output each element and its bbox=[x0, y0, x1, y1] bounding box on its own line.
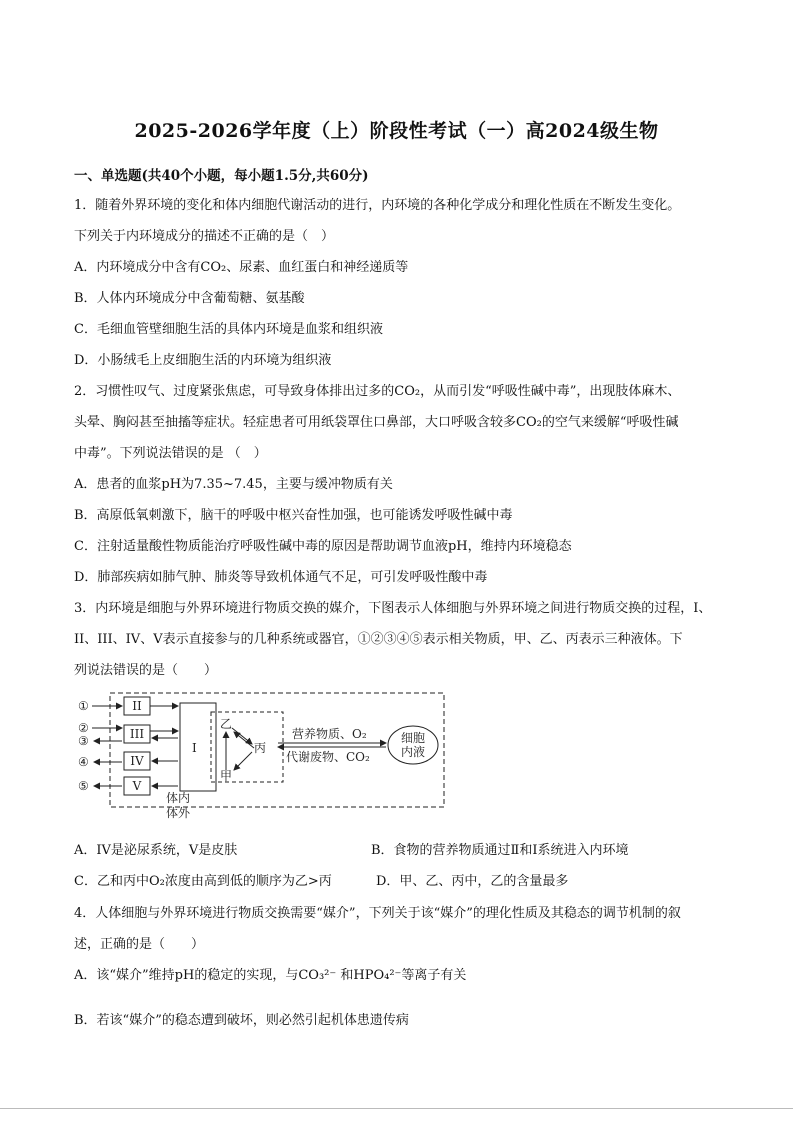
q1-option-b: B．人体内环境成分中含葡萄糖、氨基酸 bbox=[74, 291, 305, 306]
q2-stem-line-2: 头晕、胸闷甚至抽搐等症状。轻症患者可用纸袋罩住口鼻部，大口呼吸含较多CO₂的空气来缓解“呼吸性碱 bbox=[74, 415, 679, 430]
q2-stem-line-1: 2．习惯性叹气、过度紧张焦虑，可导致身体排出过多的CO₂，从而引发“呼吸性碱中毒”，出现肢体麻木、 bbox=[74, 384, 681, 399]
q4-stem-line-2: 述，正确的是（ ） bbox=[74, 937, 205, 952]
fluid-bing: 丙 bbox=[254, 741, 267, 755]
box-v: V bbox=[132, 779, 142, 793]
q1-option-a: A．内环境成分中含有CO₂、尿素、血红蛋白和神经递质等 bbox=[74, 260, 409, 275]
q4-option-a bbox=[74, 964, 466, 983]
label-1: ① bbox=[78, 699, 89, 713]
q3-option-c: C．乙和丙中O₂浓度由高到低的顺序为乙>丙 bbox=[74, 874, 332, 889]
q1-option-c: C．毛细血管壁细胞生活的具体内环境是血浆和组织液 bbox=[74, 322, 383, 337]
cell-label-2: 内液 bbox=[400, 745, 426, 759]
box-iii: III bbox=[129, 727, 145, 741]
q2-option-c: C．注射适量酸性物质能治疗呼吸性碱中毒的原因是帮助调节血液pH，维持内环境稳态 bbox=[74, 539, 572, 554]
label-3: ③ bbox=[78, 734, 89, 748]
q2-option-a: A．患者的血浆pH为7.35~7.45，主要与缓冲物质有关 bbox=[74, 477, 393, 492]
q3-option-b: B．食物的营养物质通过Ⅱ和Ⅰ系统进入内环境 bbox=[371, 843, 629, 858]
q3-stem-line-1: 3．内环境是细胞与外界环境进行物质交换的媒介，下图表示人体细胞与外界环境之间进行物质交换的过程，I、 bbox=[74, 601, 712, 616]
q2-option-b: B．高原低氧刺激下，脑干的呼吸中枢兴奋性加强，也可能诱发呼吸性碱中毒 bbox=[74, 508, 513, 523]
q4a-suffix: 等离子有关 bbox=[401, 968, 467, 983]
label-4: ④ bbox=[78, 755, 89, 769]
q4-option-b: B．若该“媒介”的稳态遭到破坏，则必然引起机体患遗传病 bbox=[74, 1013, 409, 1028]
q3-stem-line-2: II、III、IV、V表示直接参与的几种系统或器官，①②③④⑤表示相关物质，甲、乙、丙表示三种液体。下 bbox=[74, 632, 683, 647]
label-5: ⑤ bbox=[78, 779, 89, 793]
nutrient-label: 营养物质、O₂ bbox=[292, 727, 367, 741]
page-bottom-rule bbox=[0, 1108, 793, 1109]
q4a-and: 和 bbox=[336, 968, 354, 983]
q2-option-d: D．肺部疾病如肺气肿、肺炎等导致机体通气不足，可引发呼吸性酸中毒 bbox=[74, 570, 488, 585]
main-box-i: I bbox=[192, 741, 197, 755]
page-title: 2025-2026学年度（上）阶段性考试（一）高2024级生物 bbox=[134, 120, 659, 142]
inside-label: 体内 bbox=[166, 791, 191, 805]
q1-option-d: D．小肠绒毛上皮细胞生活的内环境为组织液 bbox=[74, 353, 332, 368]
label-2: ② bbox=[78, 721, 89, 735]
body-boundary bbox=[110, 693, 444, 807]
exchange-diagram bbox=[74, 690, 454, 820]
fluid-jia: 甲 bbox=[220, 769, 233, 783]
q4a-prefix: A．该“媒介”维持pH的稳定的实现，与 bbox=[74, 968, 299, 983]
q2-stem-line-3: 中毒”。下列说法错误的是 （ ） bbox=[74, 446, 267, 461]
box-ii: II bbox=[132, 699, 142, 713]
q3-stem-line-3: 列说法错误的是（ ） bbox=[74, 663, 218, 678]
q3-option-a: A．IV是泌尿系统，V是皮肤 bbox=[74, 843, 238, 858]
q4-stem-line-1: 4．人体细胞与外界环境进行物质交换需要“媒介”，下列关于该“媒介”的理化性质及其稳态的调节机制的叙 bbox=[74, 906, 681, 921]
q4a-ion-carbonate: CO₃²⁻ bbox=[298, 968, 337, 983]
fluid-yi: 乙 bbox=[220, 717, 233, 731]
cell-label-1: 细胞 bbox=[400, 731, 426, 745]
q1-stem-line-2: 下列关于内环境成分的描述不正确的是（ ） bbox=[74, 229, 335, 244]
q1-stem-line-1: 1．随着外界环境的变化和体内细胞代谢活动的进行，内环境的各种化学成分和理化性质在不断发生变化。 bbox=[74, 198, 681, 213]
waste-label: 代谢废物、CO₂ bbox=[286, 750, 370, 764]
q4a-ion-phosphate: HPO₄²⁻ bbox=[353, 968, 402, 983]
box-iv: IV bbox=[130, 754, 144, 768]
outside-label: 体外 bbox=[166, 806, 191, 820]
section-heading: 一、单选题(共40个小题，每小题1.5分,共60分) bbox=[74, 168, 369, 184]
q3-option-d: D．甲、乙、丙中，乙的含量最多 bbox=[376, 874, 569, 889]
